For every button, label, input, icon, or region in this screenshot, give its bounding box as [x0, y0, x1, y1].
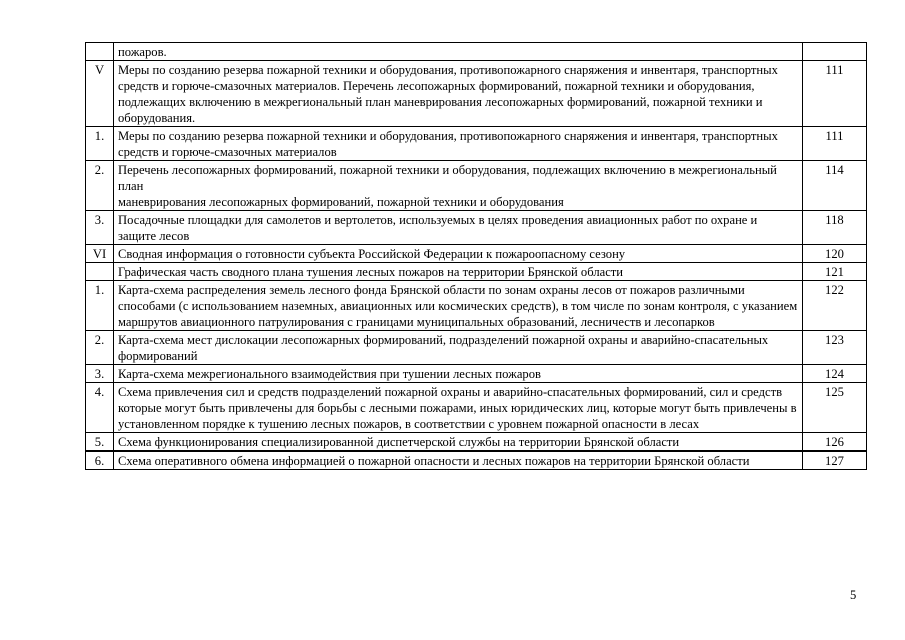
toc-row-number: V [86, 61, 114, 127]
toc-row [86, 211, 867, 245]
toc-row-page: 127 [803, 451, 867, 470]
toc-row [86, 365, 867, 383]
toc-row [86, 383, 867, 433]
toc-row-number [86, 43, 114, 61]
toc-row-page: 126 [803, 433, 867, 452]
toc-row-title: Перечень лесопожарных формирований, пожарной техники и оборудования, подлежащих включению в межрегиональный план маневрирования лесопожарных формирований, пожарной техники и оборудования [114, 161, 803, 211]
toc-row-title: пожаров. [114, 43, 803, 61]
toc-row [86, 43, 867, 61]
toc-row [86, 127, 867, 161]
toc-row [86, 61, 867, 127]
toc-row-page [803, 43, 867, 61]
toc-row-page: 121 [803, 263, 867, 281]
toc-row-title: Сводная информация о готовности субъекта Российской Федерации к пожароопасному сезону [114, 245, 803, 263]
toc-row-number: 1. [86, 281, 114, 331]
toc-row [86, 161, 867, 211]
toc-row-page: 114 [803, 161, 867, 211]
toc-row-title: Посадочные площадки для самолетов и вертолетов, используемых в целях проведения авиационных работ по охране и защите лесов [114, 211, 803, 245]
toc-row-number: 4. [86, 383, 114, 433]
toc-row-title: Карта-схема мест дислокации лесопожарных формирований, подразделений пожарной охраны и аварийно-спасательных формирований [114, 331, 803, 365]
toc-row-title: Схема функционирования специализированной диспетчерской службы на территории Брянской области [114, 433, 803, 452]
toc-row-page: 111 [803, 127, 867, 161]
table-of-contents [85, 42, 867, 470]
toc-row-title: Меры по созданию резерва пожарной техники и оборудования, противопожарного снаряжения и инвентаря, транспортных средств и горюче-смазочных материалов [114, 127, 803, 161]
toc-body [86, 43, 867, 470]
toc-row [86, 331, 867, 365]
page-number: 5 [850, 588, 857, 602]
toc-row-number [86, 263, 114, 281]
toc-row-page: 120 [803, 245, 867, 263]
toc-row [86, 451, 867, 470]
toc-row-number: 1. [86, 127, 114, 161]
toc-row-title: Карта-схема межрегионального взаимодействия при тушении лесных пожаров [114, 365, 803, 383]
toc-row [86, 281, 867, 331]
toc-row-page: 122 [803, 281, 867, 331]
toc-row-page: 111 [803, 61, 867, 127]
toc-row-number: VI [86, 245, 114, 263]
toc-row-title: Схема оперативного обмена информацией о пожарной опасности и лесных пожаров на территории Брянской области [114, 451, 803, 470]
toc-row-page: 124 [803, 365, 867, 383]
toc-row [86, 433, 867, 452]
toc-row-title: Графическая часть сводного плана тушения лесных пожаров на территории Брянской области [114, 263, 803, 281]
toc-row [86, 263, 867, 281]
toc-row-number: 6. [86, 451, 114, 470]
toc-row-title: Карта-схема распределения земель лесного фонда Брянской области по зонам охраны лесов от пожаров различными способами (с использованием наземных, авиационных или космических средств), в том числе по зонам контроля, с указанием маршрутов авиационного патрулирования с границами муниципальных образований, лесничеств и лесопарков [114, 281, 803, 331]
toc-row [86, 245, 867, 263]
toc-row-number: 3. [86, 365, 114, 383]
toc-row-page: 125 [803, 383, 867, 433]
toc-row-number: 2. [86, 161, 114, 211]
toc-row-number: 2. [86, 331, 114, 365]
toc-row-number: 3. [86, 211, 114, 245]
toc-row-page: 118 [803, 211, 867, 245]
toc-row-page: 123 [803, 331, 867, 365]
toc-row-number: 5. [86, 433, 114, 452]
toc-row-title: Схема привлечения сил и средств подразделений пожарной охраны и аварийно-спасательных формирований, сил и средств которые могут быть привлечены для борьбы с лесными пожарами, иных юридических лиц, которые могут быть привлечены в установленном порядке к тушению лесных пожаров, в соответствии с уровнем пожарной опасности в лесах [114, 383, 803, 433]
toc-row-title: Меры по созданию резерва пожарной техники и оборудования, противопожарного снаряжения и инвентаря, транспортных средств и горюче-смазочных материалов. Перечень лесопожарных формирований, пожарной техники и оборудования, подлежащих включению в межрегиональный план маневрирования лесопожарных формирований, пожарной техники и оборудования. [114, 61, 803, 127]
